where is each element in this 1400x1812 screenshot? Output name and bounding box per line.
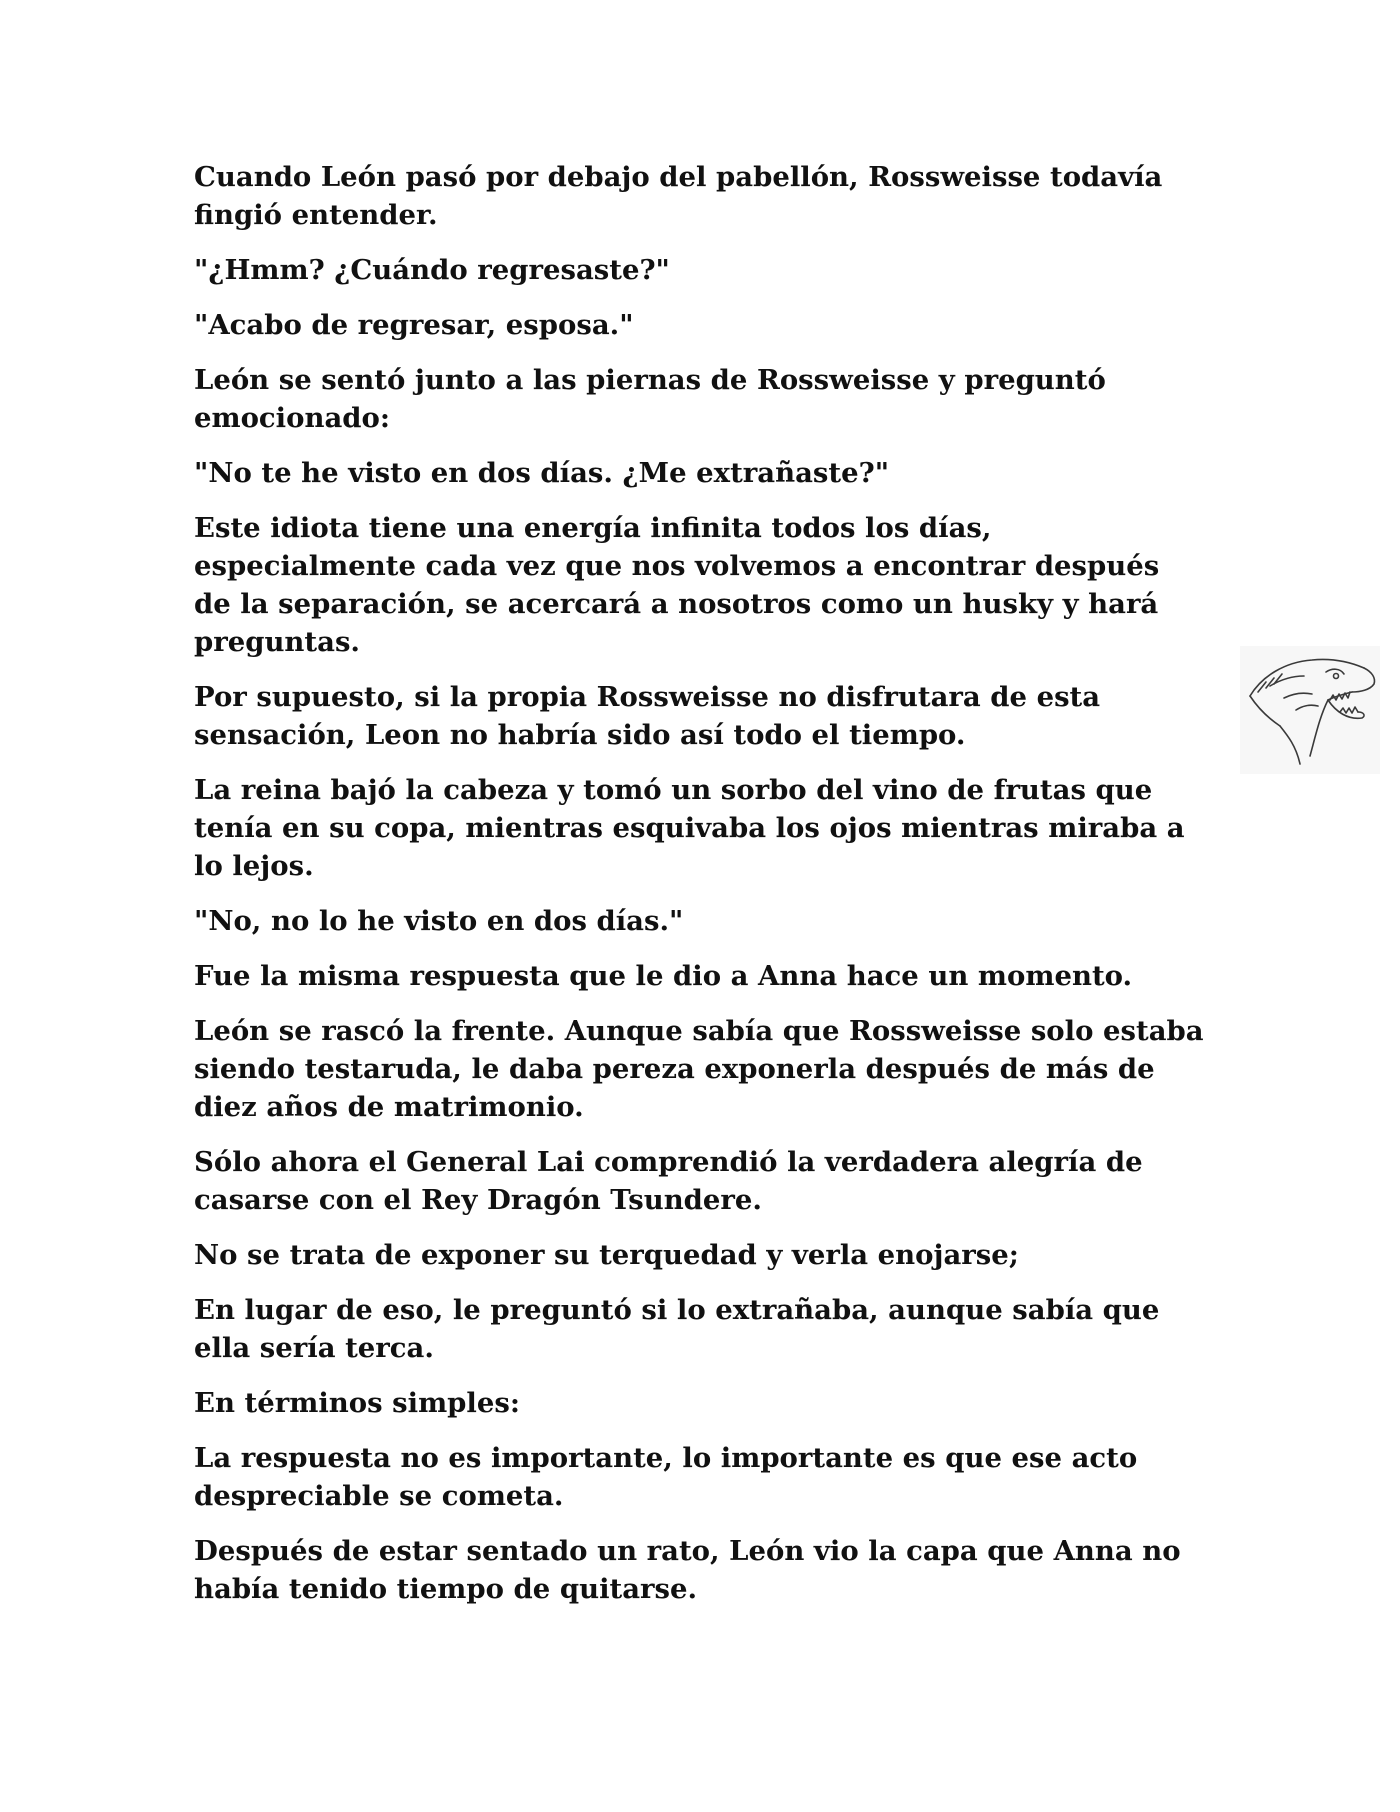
dinosaur-sketch-icon <box>1240 646 1380 774</box>
paragraph: No se trata de exponer su terquedad y verla enojarse; <box>194 1239 1019 1271</box>
paragraph: Este idiota tiene una energía infinita todos los días, especialmente cada vez que nos volvemos a encontrar después de la separación, se acercará a nosotros como un husky y hará preguntas. <box>194 512 1160 658</box>
paragraph: En lugar de eso, le preguntó si lo extrañaba, aunque sabía que ella sería terca. <box>194 1294 1160 1364</box>
document-body <box>194 158 1204 1625</box>
paragraph: La respuesta no es importante, lo importante es que ese acto despreciable se cometa. <box>194 1442 1138 1512</box>
paragraph: Cuando León pasó por debajo del pabellón, Rossweisse todavía fingió entender. <box>194 161 1163 231</box>
paragraph: "No, no lo he visto en dos días." <box>194 905 684 937</box>
paragraph: "¿Hmm? ¿Cuándo regresaste?" <box>194 254 670 286</box>
paragraph: La reina bajó la cabeza y tomó un sorbo del vino de frutas que tenía en su copa, mientras esquivaba los ojos mientras miraba a lo lejos. <box>194 774 1185 882</box>
paragraph: León se sentó junto a las piernas de Rossweisse y preguntó emocionado: <box>194 364 1106 434</box>
paragraph: "No te he visto en dos días. ¿Me extrañaste?" <box>194 457 890 489</box>
paragraph: En términos simples: <box>194 1387 520 1419</box>
paragraph: Por supuesto, si la propia Rossweisse no disfrutara de esta sensación, Leon no habría sido así todo el tiempo. <box>194 681 1101 751</box>
paragraph: Después de estar sentado un rato, León vio la capa que Anna no había tenido tiempo de quitarse. <box>194 1535 1181 1605</box>
paragraph: Fue la misma respuesta que le dio a Anna hace un momento. <box>194 960 1133 992</box>
paragraph: Sólo ahora el General Lai comprendió la verdadera alegría de casarse con el Rey Dragón Tsundere. <box>194 1146 1143 1216</box>
paragraph: "Acabo de regresar, esposa." <box>194 309 634 341</box>
paragraph: León se rascó la frente. Aunque sabía que Rossweisse solo estaba siendo testaruda, le daba pereza exponerla después de más de diez años de matrimonio. <box>194 1015 1204 1123</box>
